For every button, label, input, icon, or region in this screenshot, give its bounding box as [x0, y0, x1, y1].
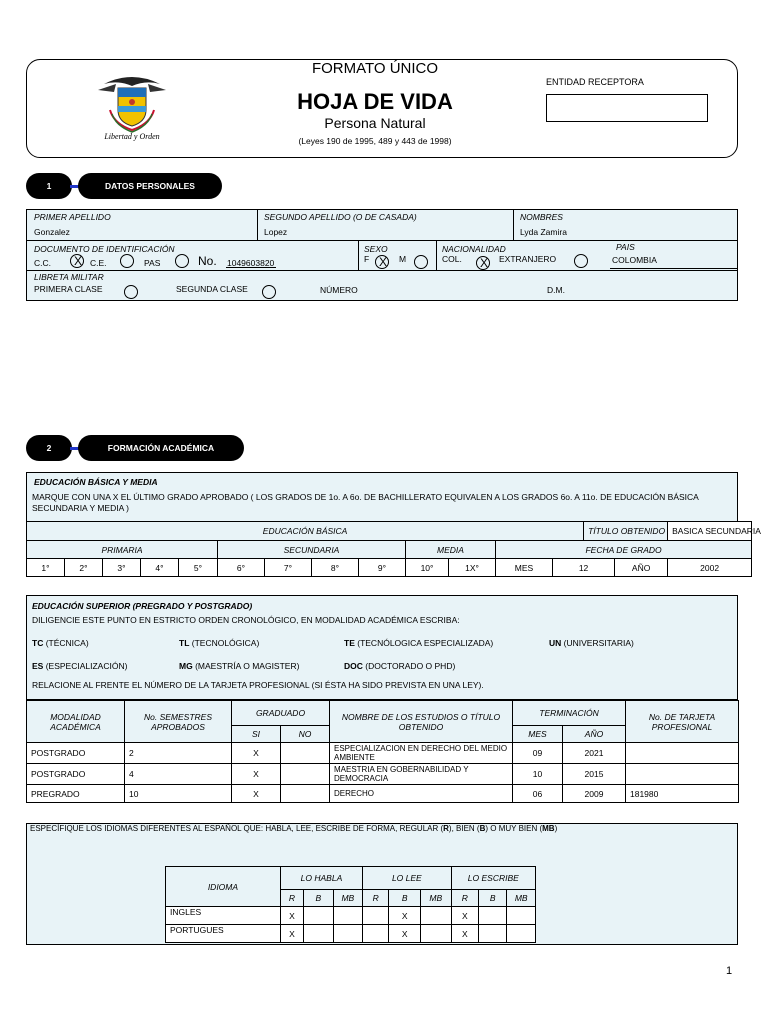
segundo-apellido-value[interactable]: Lopez — [264, 227, 288, 237]
mes-value[interactable]: 12 — [553, 559, 615, 577]
ano-header: AÑO — [563, 726, 626, 743]
grade-cell[interactable]: 1° — [27, 559, 65, 577]
nacionalidad-label: NACIONALIDAD — [442, 244, 506, 254]
tarjeta-note: RELACIONE AL FRENTE EL NÚMERO DE LA TARJETA PROFESIONAL (SI ÉSTA HA SIDO PREVISTA EN UNA LEY). — [32, 680, 484, 690]
level-header: R — [451, 890, 478, 907]
ano-label: AÑO — [615, 559, 668, 577]
documento-label: DOCUMENTO DE IDENTIFICACIÓN — [34, 244, 175, 254]
semestres-cell[interactable]: 10 — [125, 785, 232, 803]
ano-cell[interactable]: 2009 — [563, 785, 626, 803]
sexo-m-label: M — [399, 254, 407, 264]
si-header: SI — [232, 726, 281, 743]
page-subtitle: Persona Natural — [324, 115, 426, 131]
sexo-f-label: F — [364, 254, 370, 264]
fecha-grado-header: FECHA DE GRADO — [496, 541, 752, 559]
mes-header: MES — [513, 726, 563, 743]
modalidad-code: TL — [179, 638, 190, 648]
educacion-superior-instructions: DILIGENCIE ESTE PUNTO EN ESTRICTO ORDEN CRONOLÓGICO, EN MODALIDAD ACADÉMICA ESCRIBA: — [32, 615, 460, 625]
si-cell[interactable]: X — [232, 764, 281, 785]
mark-cell[interactable] — [304, 907, 334, 925]
table-row — [166, 925, 536, 943]
no-header: NO — [281, 726, 330, 743]
grade-cell[interactable]: 8° — [312, 559, 359, 577]
idiomas-table — [165, 866, 536, 943]
ano-value[interactable]: 2002 — [668, 559, 752, 577]
lo-habla-header: LO HABLA — [280, 867, 362, 890]
modalidad-header: MODALIDAD ACADÉMICA — [27, 701, 125, 743]
lo-escribe-header: LO ESCRIBE — [451, 867, 535, 890]
level-header: B — [389, 890, 421, 907]
divider — [358, 240, 359, 270]
modalidad-cell[interactable]: POSTGRADO — [27, 743, 125, 764]
nombre-cell[interactable]: DERECHO — [330, 785, 513, 803]
mark-cell[interactable] — [363, 925, 389, 943]
modalidad-desc: (TECNOLÓGICA) — [189, 638, 260, 648]
modalidad-un — [549, 638, 634, 648]
grade-cell[interactable]: 3° — [103, 559, 141, 577]
modalidad-code: TE — [344, 638, 355, 648]
level-r: R — [443, 824, 449, 833]
modalidad-code: TC — [32, 638, 44, 648]
grade-cell[interactable]: 4° — [141, 559, 179, 577]
modalidad-cell[interactable]: POSTGRADO — [27, 764, 125, 785]
educacion-basica-title: EDUCACIÓN BÁSICA Y MEDIA — [34, 477, 158, 487]
mark-cell[interactable]: X — [389, 925, 421, 943]
documento-numero[interactable]: 1049603820 — [227, 258, 275, 268]
tarjeta-cell[interactable] — [626, 743, 739, 764]
pas-radio[interactable] — [175, 254, 189, 268]
entidad-receptora-field[interactable] — [546, 94, 708, 122]
table-row — [27, 743, 739, 764]
section-2-title: FORMACIÓN ACADÉMICA — [78, 435, 244, 461]
divider — [436, 240, 437, 270]
grade-cell[interactable]: 6° — [218, 559, 265, 577]
grade-cell[interactable]: 5° — [179, 559, 218, 577]
segundo-apellido-label: SEGUNDO APELLIDO (O DE CASADA) — [264, 212, 417, 222]
divider — [513, 209, 514, 240]
primera-clase-radio[interactable] — [124, 285, 138, 299]
primer-apellido-label: PRIMER APELLIDO — [34, 212, 111, 222]
mes-cell[interactable]: 10 — [513, 764, 563, 785]
level-header: MB — [333, 890, 363, 907]
modalidad-mg — [179, 661, 299, 671]
level-header: MB — [507, 890, 536, 907]
ano-cell[interactable]: 2021 — [563, 743, 626, 764]
section-2-number: 2 — [26, 435, 72, 461]
modalidad-desc: (MAESTRÍA O MAGISTER) — [192, 661, 300, 671]
mark-cell[interactable] — [333, 925, 363, 943]
table-row — [27, 764, 739, 785]
col-label: COL. — [442, 254, 462, 264]
modalidad-desc: (TÉCNICA) — [43, 638, 89, 648]
ano-cell[interactable]: 2015 — [563, 764, 626, 785]
semestres-cell[interactable]: 4 — [125, 764, 232, 785]
modalidad-desc: (DOCTORADO O PHD) — [362, 661, 456, 671]
idioma-cell[interactable]: INGLES — [166, 907, 281, 925]
educacion-basica-instructions: MARQUE CON UNA X EL ÚLTIMO GRADO APROBADO ( LOS GRADOS DE 1o. A 6o. DE BACHILLERATO EQUIVALEN A LOS GRADOS 6o. A 11o. DE EDUCACIÓN BÁSICA SECUNDARIA Y MEDIA ) — [32, 492, 699, 513]
level-header: R — [280, 890, 303, 907]
grade-cell[interactable]: 7° — [265, 559, 312, 577]
si-cell[interactable]: X — [232, 743, 281, 764]
sexo-label: SEXO — [364, 244, 388, 254]
nombre-estudios-header: NOMBRE DE LOS ESTUDIOS O TÍTULO OBTENIDO — [330, 701, 513, 743]
segunda-clase-radio[interactable] — [262, 285, 276, 299]
educacion-basica-table — [26, 521, 761, 577]
pais-underline — [610, 268, 737, 269]
mark-cell[interactable] — [507, 907, 536, 925]
mark-cell[interactable]: X — [451, 907, 478, 925]
modalidad-code: MG — [179, 661, 193, 671]
modalidad-tc — [32, 638, 89, 648]
no-cell[interactable] — [281, 743, 330, 764]
ce-radio[interactable] — [120, 254, 134, 268]
nombres-value[interactable]: Lyda Zamira — [520, 227, 567, 237]
instructions-text: ESPECÍFIQUE LOS IDIOMAS DIFERENTES AL ESPAÑOL QUE: HABLA, LEE, ESCRIBE DE FORMA, REGULAR ( — [30, 824, 444, 833]
segunda-clase-label: SEGUNDA CLASE — [176, 284, 248, 294]
nombre-cell[interactable]: ESPECIALIZACION EN DERECHO DEL MEDIO AMBIENTE — [330, 743, 513, 764]
mark-cell[interactable]: X — [280, 907, 303, 925]
cc-label: C.C. — [34, 258, 51, 268]
formato-label: FORMATO ÚNICO — [311, 60, 439, 77]
numero-label: NÚMERO — [320, 285, 358, 295]
secundaria-header: SECUNDARIA — [218, 541, 406, 559]
instructions-text: ) — [554, 824, 558, 833]
entidad-receptora-label: ENTIDAD RECEPTORA — [546, 77, 644, 87]
lo-lee-header: LO LEE — [363, 867, 452, 890]
divider — [257, 209, 258, 240]
level-b: B — [479, 824, 486, 833]
mark-cell[interactable]: X — [280, 925, 303, 943]
si-cell[interactable]: X — [232, 785, 281, 803]
col-radio[interactable] — [476, 256, 490, 270]
laws-reference: (Leyes 190 de 1995, 489 y 443 de 1998) — [298, 136, 452, 146]
libreta-militar-label: LIBRETA MILITAR — [34, 272, 104, 282]
semestres-cell[interactable]: 2 — [125, 743, 232, 764]
graduado-header: GRADUADO — [232, 701, 330, 726]
mark-cell[interactable] — [363, 907, 389, 925]
page-number: 1 — [726, 965, 733, 977]
modalidad-desc: (TECNÓLOGICA ESPECIALIZADA) — [354, 638, 494, 648]
educacion-basica-header: EDUCACIÓN BÁSICA — [27, 522, 584, 541]
nombres-label: NOMBRES — [520, 212, 563, 222]
mark-cell[interactable] — [478, 907, 506, 925]
mes-cell[interactable]: 09 — [513, 743, 563, 764]
extranjero-radio[interactable] — [574, 254, 588, 268]
primera-clase-label: PRIMERA CLASE — [34, 284, 103, 294]
level-header: MB — [421, 890, 452, 907]
modalidad-doc — [344, 661, 455, 671]
mark-cell[interactable] — [507, 925, 536, 943]
mark-cell[interactable] — [333, 907, 363, 925]
ce-label: C.E. — [90, 258, 107, 268]
grade-cell[interactable]: 9° — [359, 559, 406, 577]
educacion-superior-table — [26, 700, 739, 803]
page-title: HOJA DE VIDA — [297, 89, 453, 114]
mark-cell[interactable]: X — [389, 907, 421, 925]
cc-radio[interactable] — [70, 254, 84, 268]
tarjeta-cell[interactable] — [626, 764, 739, 785]
pais-value[interactable]: COLOMBIA — [612, 255, 657, 265]
grade-cell[interactable]: 1X° — [449, 559, 496, 577]
terminacion-header: TERMINACIÓN — [513, 701, 626, 726]
grade-cell[interactable]: 10° — [406, 559, 449, 577]
instructions-text: ), BIEN ( — [448, 824, 480, 833]
idiomas-instructions — [30, 824, 557, 833]
logo-caption: Libertad y Orden — [104, 132, 160, 141]
mark-cell[interactable] — [478, 925, 506, 943]
level-mb: MB — [542, 824, 555, 833]
mark-cell[interactable] — [304, 925, 334, 943]
grade-cell[interactable]: 2° — [65, 559, 103, 577]
primer-apellido-value[interactable]: Gonzalez — [34, 227, 70, 237]
sexo-m-radio[interactable] — [414, 255, 428, 269]
educacion-superior-title: EDUCACIÓN SUPERIOR (PREGRADO Y POSTGRADO) — [32, 601, 253, 611]
titulo-obtenido-label: TÍTULO OBTENIDO — [584, 522, 668, 541]
table-row — [166, 907, 536, 925]
section-1-title: DATOS PERSONALES — [78, 173, 222, 199]
modalidad-desc: (UNIVERSITARIA) — [561, 638, 634, 648]
idioma-header: IDIOMA — [166, 867, 281, 907]
no-cell[interactable] — [281, 785, 330, 803]
mes-label: MES — [496, 559, 553, 577]
mark-cell[interactable]: X — [451, 925, 478, 943]
section-1-number: 1 — [26, 173, 72, 199]
tarjeta-header: No. DE TARJETA PROFESIONAL — [626, 701, 739, 743]
no-cell[interactable] — [281, 764, 330, 785]
extranjero-label: EXTRANJERO — [499, 254, 557, 264]
modalidad-es — [32, 661, 127, 671]
modalidad-tl — [179, 638, 259, 648]
level-header: B — [304, 890, 334, 907]
tarjeta-cell[interactable]: 181980 — [626, 785, 739, 803]
modalidad-te — [344, 638, 493, 648]
nombre-cell[interactable]: MAESTRIA EN GOBERNABILIDAD Y DEMOCRACIA — [330, 764, 513, 785]
mes-cell[interactable]: 06 — [513, 785, 563, 803]
media-header: MEDIA — [406, 541, 496, 559]
idioma-cell[interactable]: PORTUGUES — [166, 925, 281, 943]
modalidad-desc: (ESPECIALIZACIÓN) — [43, 661, 128, 671]
level-header: R — [363, 890, 389, 907]
pais-label: PAIS — [616, 242, 635, 252]
mark-cell[interactable] — [421, 925, 452, 943]
table-row — [27, 785, 739, 803]
dm-label: D.M. — [547, 285, 565, 295]
modalidad-cell[interactable]: PREGRADO — [27, 785, 125, 803]
modalidad-code: DOC — [344, 661, 363, 671]
modalidad-code: ES — [32, 661, 44, 671]
no-label: No. — [198, 254, 217, 268]
semestres-header: No. SEMESTRES APROBADOS — [125, 701, 232, 743]
instructions-text: ) O MUY BIEN ( — [485, 824, 543, 833]
primaria-header: PRIMARIA — [27, 541, 218, 559]
level-header: B — [478, 890, 506, 907]
divider — [26, 270, 738, 271]
titulo-obtenido-value[interactable]: BASICA SECUNDARIA — [668, 522, 752, 541]
pas-label: PAS — [144, 258, 161, 268]
modalidad-code: UN — [549, 638, 562, 648]
sexo-f-radio[interactable] — [375, 255, 389, 269]
mark-cell[interactable] — [421, 907, 452, 925]
